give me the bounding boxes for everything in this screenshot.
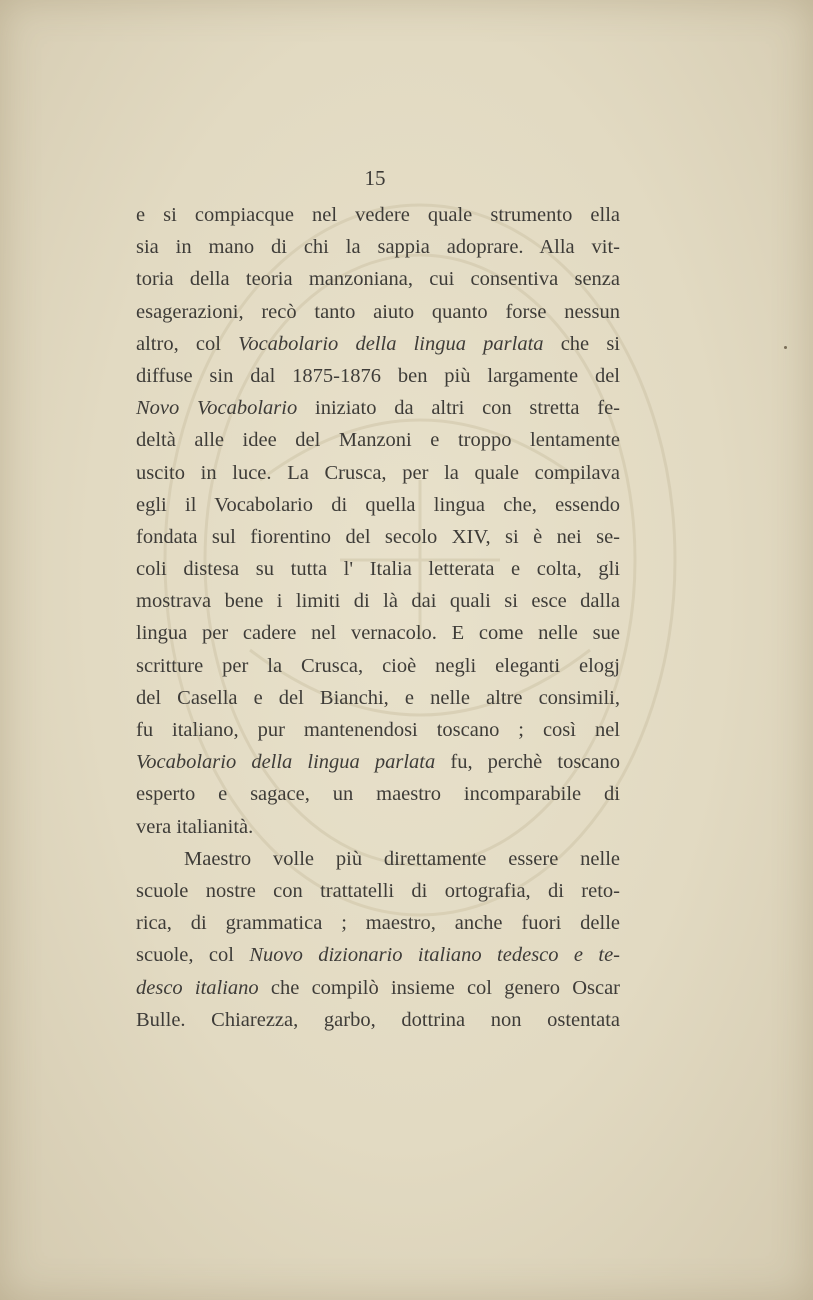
- line-text: Bulle. Chiarezza, garbo, dottrina non ostentata: [136, 1008, 620, 1031]
- line-text: uscito in luce. La Crusca, per la quale compilava: [136, 461, 620, 484]
- italic-title-text: Vocabolario della lingua parlata: [238, 332, 544, 355]
- text-line: [136, 811, 620, 843]
- italic-title-text: Novo Vocabolario: [136, 397, 298, 420]
- line-text: lingua per cadere nel vernacolo. E come nelle sue: [136, 622, 620, 645]
- text-line: [136, 489, 620, 521]
- text-line: [136, 199, 620, 231]
- line-text: fu italiano, pur mantenendosi toscano ; così nel: [136, 719, 620, 741]
- line-text: esagerazioni, recò tanto aiuto quanto forse nessun: [136, 300, 620, 323]
- text-line: [136, 972, 620, 1004]
- italic-title-text: desco italiano: [136, 976, 259, 999]
- text-line: [136, 1004, 620, 1036]
- line-text: fondata sul fiorentino del secolo XIV, si è nei se-: [136, 525, 620, 548]
- line-text: mostrava bene i limiti di là dai quali si esce dalla: [136, 590, 620, 613]
- page-number: 15: [364, 166, 386, 190]
- text-line: [136, 843, 620, 875]
- text-line: [136, 714, 620, 746]
- line-text: esperto e sagace, un maestro incomparabile di: [136, 783, 620, 806]
- line-text: sia in mano di chi la sappia adoprare. Alla vit-: [136, 236, 620, 259]
- text-line: [136, 521, 620, 553]
- line-text: altro, col: [136, 332, 239, 355]
- text-line: [136, 296, 620, 328]
- text-line: [136, 875, 620, 907]
- line-text: diffuse sin dal 1875-1876 ben più largamente del: [136, 364, 620, 387]
- text-line: [136, 585, 620, 617]
- text-line: [136, 617, 620, 649]
- text-line: [136, 939, 620, 971]
- line-text: scuole, col: [136, 944, 250, 967]
- text-line: [136, 746, 620, 778]
- line-text: toria della teoria manzoniana, cui consentiva senza: [136, 268, 620, 291]
- line-text: coli distesa su tutta l' Italia letterata e colta, gli: [136, 558, 620, 581]
- ink-speck: [784, 346, 787, 349]
- line-text: che compilò insieme col genero Oscar: [258, 976, 620, 999]
- line-text: che si: [543, 332, 620, 355]
- line-text: deltà alle idee del Manzoni e troppo lentamente: [136, 429, 620, 452]
- text-line: [136, 778, 620, 810]
- line-text: Maestro volle più direttamente essere nelle: [184, 847, 620, 870]
- line-text: egli il Vocabolario di quella lingua che, essendo: [136, 493, 620, 516]
- text-line: [136, 392, 620, 424]
- text-line: [136, 682, 620, 714]
- line-text: del Casella e del Bianchi, e nelle altre consimili,: [136, 686, 620, 709]
- text-line: [136, 650, 620, 682]
- line-text: scuole nostre con trattatelli di ortografia, di reto-: [136, 879, 620, 902]
- line-text: fu, perchè toscano: [435, 751, 621, 774]
- line-text: scritture per la Crusca, cioè negli eleganti elogj: [136, 654, 620, 677]
- line-text: e si compiacque nel vedere quale strumento ella: [136, 204, 620, 226]
- text-line: [136, 263, 620, 295]
- line-text: rica, di grammatica ; maestro, anche fuori delle: [136, 912, 620, 935]
- line-text: iniziato da altri con stretta fe-: [297, 397, 621, 420]
- text-line: [136, 360, 620, 392]
- line-text: vera italianità.: [136, 815, 254, 838]
- italic-title-text: Nuovo dizionario italiano tedesco e te-: [249, 944, 620, 967]
- text-line: [136, 231, 620, 263]
- body-text: [136, 199, 620, 1036]
- text-line: [136, 424, 620, 456]
- italic-title-text: Vocabolario della lingua parlata: [136, 751, 436, 774]
- text-line: [136, 553, 620, 585]
- text-line: [136, 907, 620, 939]
- text-line: [136, 328, 620, 360]
- text-line: [136, 457, 620, 489]
